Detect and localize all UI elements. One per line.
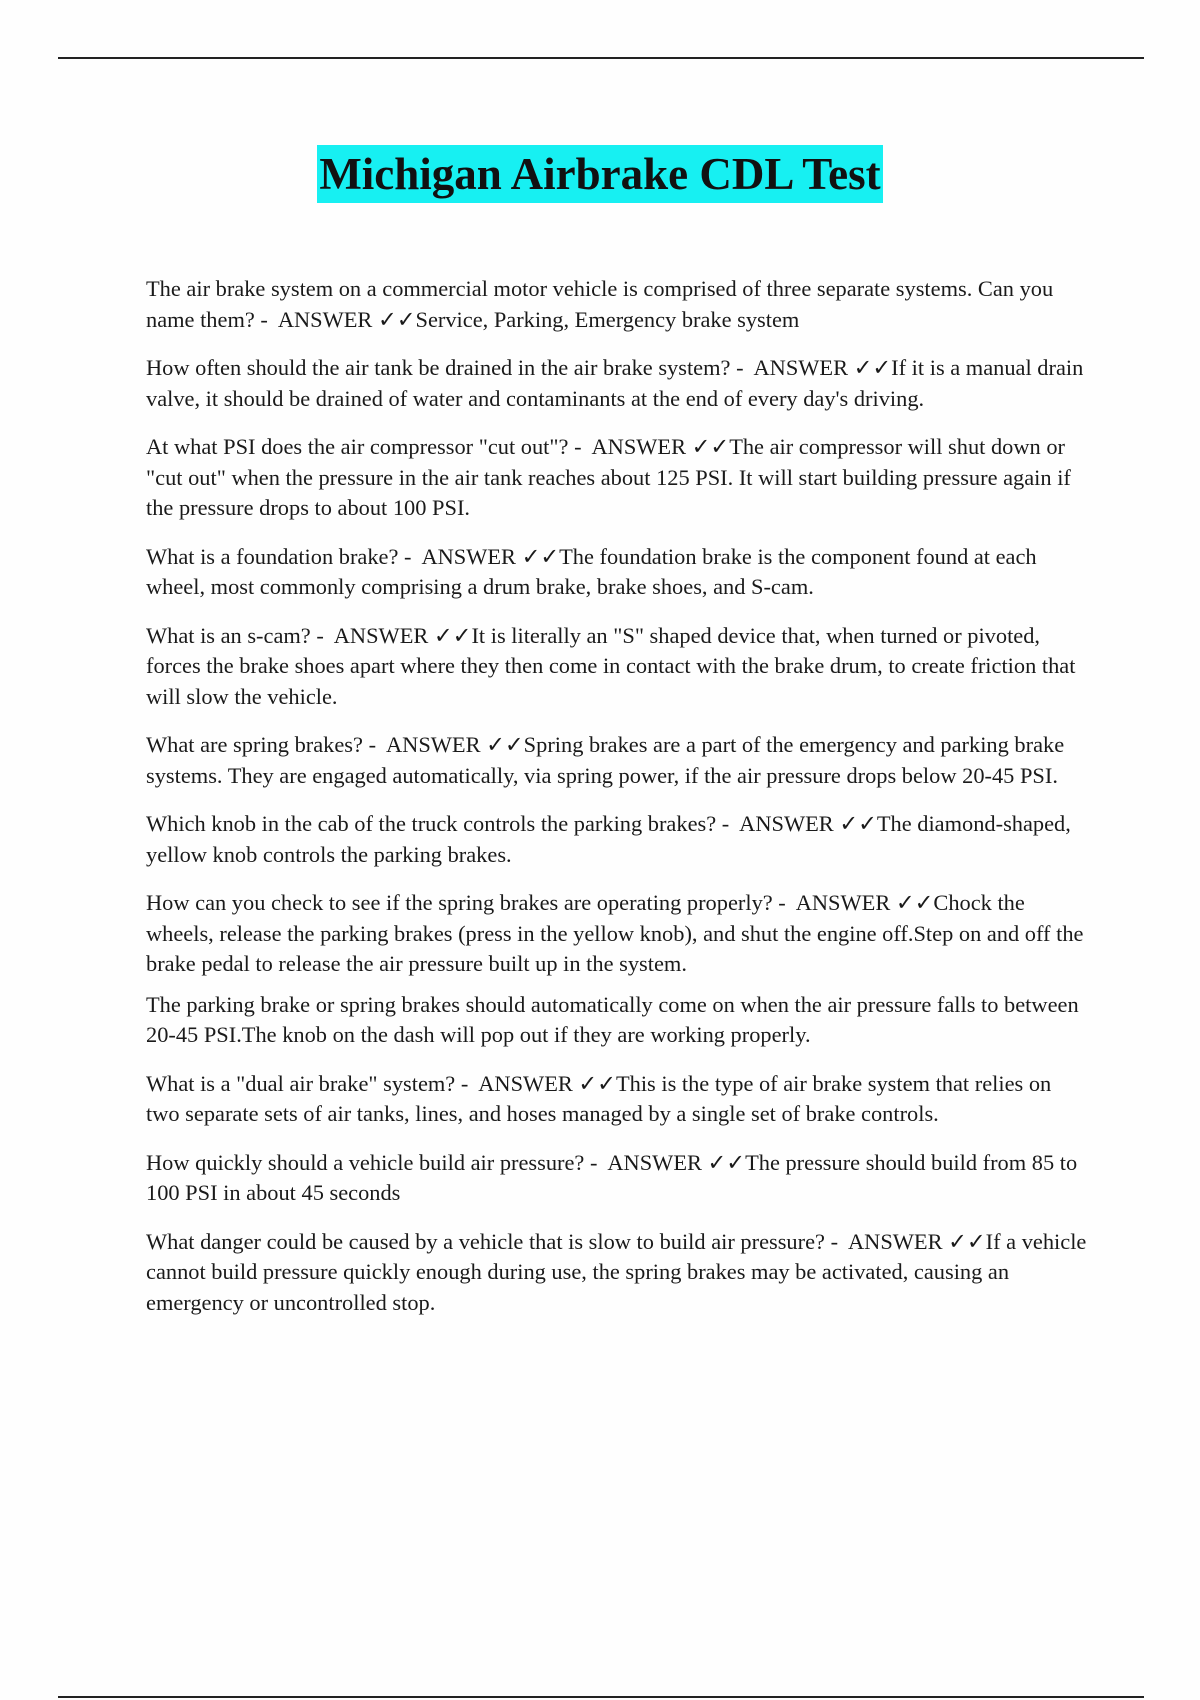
- separator: -: [455, 1070, 479, 1096]
- question-text: The air brake system on a commercial motor vehicle is comprised of three separate systems. Can you name them?: [146, 276, 1054, 332]
- answer-label: ANSWER: [277, 306, 373, 332]
- double-check-icon: ✓✓: [895, 890, 934, 915]
- qa-item: [146, 888, 1090, 980]
- double-check-icon: ✓✓: [853, 355, 892, 380]
- question-text: What is an s-cam?: [146, 622, 311, 648]
- separator: -: [730, 355, 754, 380]
- separator: -: [362, 732, 386, 757]
- question-text: What is a "dual air brake" system?: [146, 1070, 456, 1096]
- answer-text: Spring brakes are a part of the emergency and parking brake systems. They are engaged automatically, via spring power, if the air pressure drops below 20-45 PSI.: [146, 732, 1065, 788]
- answer-text: The foundation brake is the component found at each wheel, most commonly comprising a drum brake, brake shoes, and S-cam.: [146, 543, 1037, 599]
- answer-text: The air compressor will shut down or "cut out" when the pressure in the air tank reaches about 125 PSI. It will start building pressure again if the pressure drops to about 100 PSI.: [146, 434, 1071, 520]
- answer-text: It is literally an "S" shaped device that, when turned or pivoted, forces the brake shoes apart where they then come in contact with the brake drum, to create friction that will slow the vehicle.: [146, 622, 1076, 709]
- qa-item: [146, 621, 1090, 713]
- answer-label: ANSWER: [795, 890, 891, 915]
- question-text: What are spring brakes?: [146, 732, 363, 757]
- question-text: How can you check to see if the spring brakes are operating properly?: [146, 890, 773, 915]
- answer-label: ANSWER: [591, 434, 687, 459]
- qa-item: [146, 432, 1090, 524]
- double-check-icon: ✓✓: [521, 543, 560, 569]
- double-check-icon: ✓✓: [707, 1149, 746, 1175]
- double-check-icon: ✓✓: [377, 306, 416, 332]
- separator: -: [716, 811, 740, 836]
- double-check-icon: ✓✓: [948, 1228, 986, 1254]
- answer-label: ANSWER: [385, 732, 481, 757]
- answer-text: This is the type of air brake system that relies on two separate sets of air tanks, lines, and hoses managed by a single set of brake controls.: [146, 1070, 1052, 1126]
- separator: -: [568, 434, 592, 459]
- answer-text: The diamond-shaped, yellow knob controls the parking brakes.: [146, 811, 1071, 867]
- qa-item: [146, 1069, 1090, 1130]
- answer-text: Service, Parking, Emergency brake system: [415, 306, 800, 332]
- double-check-icon: ✓✓: [578, 1070, 616, 1096]
- question-text: Which knob in the cab of the truck controls the parking brakes?: [146, 811, 717, 836]
- answer-label: ANSWER: [607, 1149, 702, 1175]
- double-check-icon: ✓✓: [839, 811, 877, 836]
- qa-item: [146, 1227, 1090, 1319]
- answer-continuation: The parking brake or spring brakes should automatically come on when the air pressure falls to between 20-45 PSI.The knob on the dash will pop out if they are working properly.: [146, 991, 1079, 1047]
- answer-label: ANSWER: [478, 1070, 573, 1096]
- question-text: What is a foundation brake?: [146, 543, 399, 569]
- qa-item: [146, 1148, 1090, 1209]
- qa-item: [146, 730, 1090, 791]
- answer-label: ANSWER: [739, 811, 834, 836]
- separator: -: [772, 890, 796, 915]
- question-text: What danger could be caused by a vehicle that is slow to build air pressure?: [146, 1228, 825, 1254]
- answer-label: ANSWER: [847, 1228, 943, 1254]
- separator: -: [254, 306, 278, 332]
- separator: -: [398, 543, 422, 569]
- answer-label: ANSWER: [753, 355, 849, 380]
- bottom-rule: [58, 1696, 1144, 1698]
- double-check-icon: ✓✓: [486, 732, 524, 757]
- qa-item: [146, 542, 1090, 603]
- top-rule: [58, 57, 1144, 59]
- title-block: [0, 145, 1200, 203]
- page-title: Michigan Airbrake CDL Test: [317, 145, 882, 203]
- answer-text: If a vehicle cannot build pressure quickly enough during use, the spring brakes may be activated, causing an emergency or uncontrolled stop.: [146, 1228, 1087, 1315]
- double-check-icon: ✓✓: [691, 434, 730, 459]
- qa-item: [146, 809, 1090, 870]
- qa-list: [146, 274, 1090, 1336]
- separator: -: [824, 1228, 848, 1254]
- answer-label: ANSWER: [333, 622, 429, 648]
- separator: -: [310, 622, 334, 648]
- answer-text: Chock the wheels, release the parking brakes (press in the yellow knob), and shut the engine off.Step on and off the brake pedal to release the air pressure built up in the system.: [146, 890, 1084, 976]
- answer-label: ANSWER: [421, 543, 516, 569]
- qa-item: [146, 274, 1090, 335]
- question-text: At what PSI does the air compressor "cut out"?: [146, 434, 569, 459]
- answer-text: The pressure should build from 85 to 100 PSI in about 45 seconds: [146, 1149, 1078, 1205]
- separator: -: [584, 1149, 608, 1175]
- double-check-icon: ✓✓: [433, 622, 472, 648]
- answer-text: If it is a manual drain valve, it should be drained of water and contaminants at the end of every day's driving.: [146, 355, 1084, 411]
- qa-item: [146, 353, 1090, 414]
- question-text: How often should the air tank be drained in the air brake system?: [146, 355, 731, 380]
- question-text: How quickly should a vehicle build air pressure?: [146, 1149, 585, 1175]
